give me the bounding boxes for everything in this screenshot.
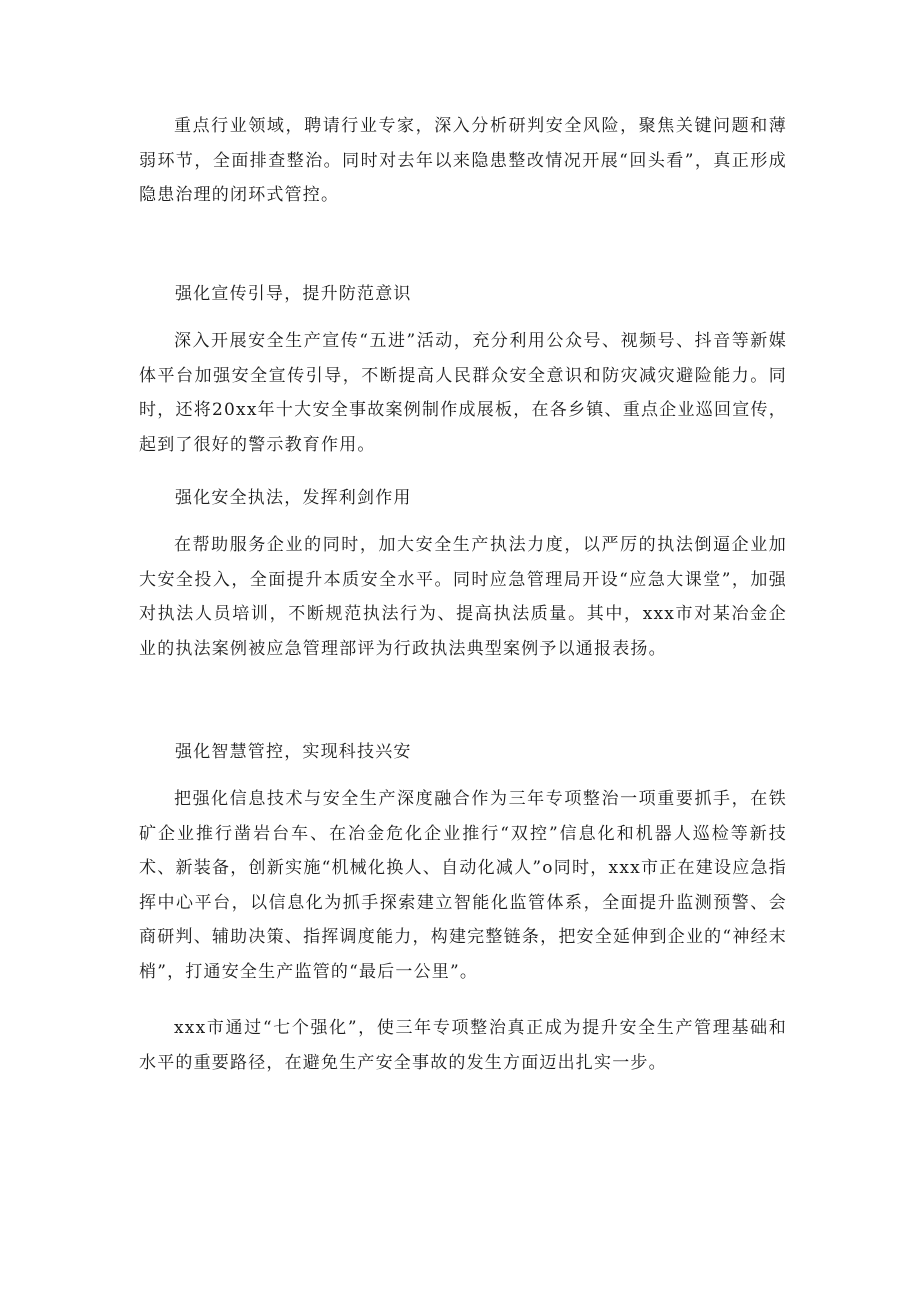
paragraph-risk-investigation: 重点行业领域，聘请行业专家，深入分析研判安全风险，聚焦关键问题和薄弱环节，全面排查整治。同时对去年以来隐患整改情况开展“回头看”，真正形成隐患治理的闭环式管控。 [139, 116, 787, 205]
paragraph-enforcement: 在帮助服务企业的同时，加大安全生产执法力度，以严厉的执法倒逼企业加大安全投入，全面提升本质安全水平。同时应急管理局开设“应急大课堂”，加强对执法人员培训，不断规范执法行为、提高执法质量。其中，xxx市对某冶金企业的执法案例被应急管理部评为行政执法典型案例予以通报表扬。 [139, 535, 787, 659]
paragraph-conclusion: xxx市通过“七个强化”，使三年专项整治真正成为提升安全生产管理基础和水平的重要路径，在避免生产安全事故的发生方面迈出扎实一步。 [139, 1018, 787, 1073]
paragraph-smart-control: 把强化信息技术与安全生产深度融合作为三年专项整治一项重要抓手，在铁矿企业推行凿岩台车、在冶金危化企业推行“双控”信息化和机器人巡检等新技术、新装备，创新实施“机械化换人、自动化减人”o同时，xxx市正在建设应急指挥中心平台，以信息化为抓手探索建立智能化监管体系，全面提升监测预警、会商研判、辅助决策、指挥调度能力，构建完整链条，把安全延伸到企业的“神经末梢”，打通安全生产监管的“最后一公里”。 [139, 789, 787, 982]
heading-enforcement: 强化安全执法，发挥利剑作用 [175, 488, 412, 508]
heading-smart-control: 强化智慧管控，实现科技兴安 [175, 742, 412, 762]
paragraph-publicity: 深入开展安全生产宣传“五进”活动，充分利用公众号、视频号、抖音等新媒体平台加强安全宣传引导，不断提高人民群众安全意识和防灾减灾避险能力。同时，还将20xx年十大安全事故案例制作成展板，在各乡镇、重点企业巡回宣传，起到了很好的警示教育作用。 [139, 331, 787, 455]
heading-publicity: 强化宣传引导，提升防范意识 [175, 284, 412, 304]
